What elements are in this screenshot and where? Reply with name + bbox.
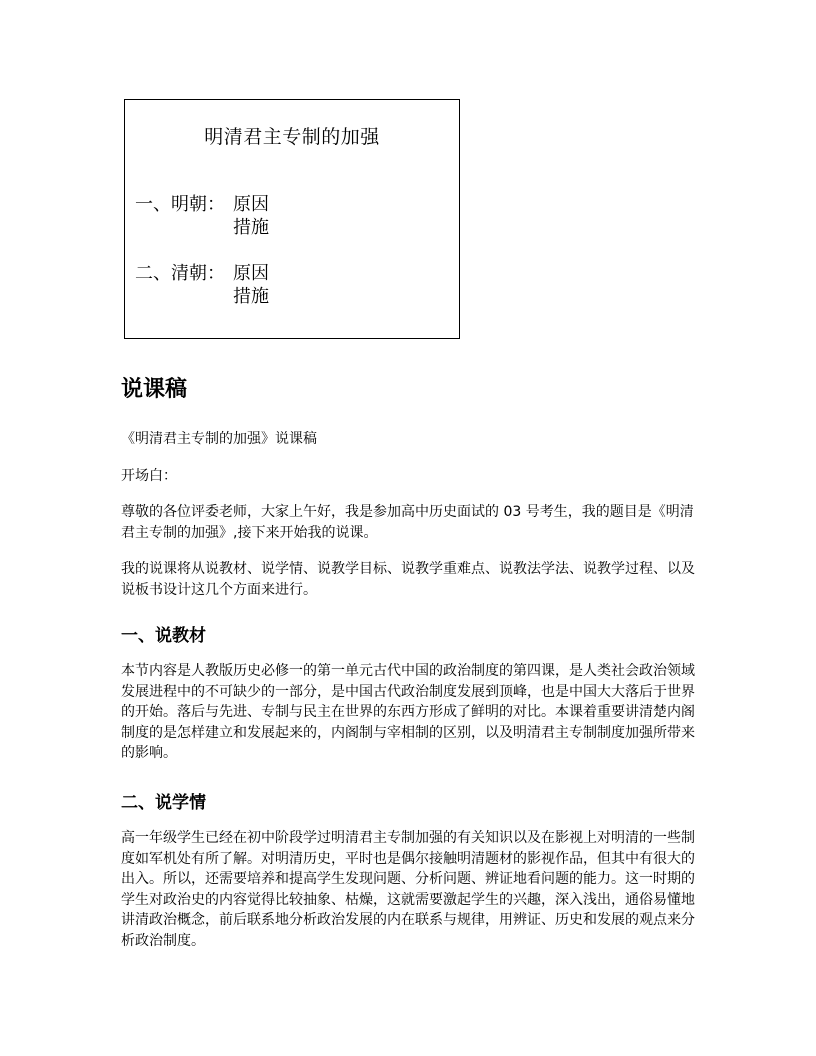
- document-heading: 说课稿: [121, 377, 188, 402]
- board-row-item: 措施: [233, 286, 269, 307]
- board-row-item: 原因: [233, 263, 269, 284]
- greeting-paragraph: 尊敬的各位评委老师，大家上午好，我是参加高中历史面试的 03 号考生，我的题目是《明清君主专制的加强》,接下来开始我的说课。: [121, 504, 694, 541]
- section-text-students: 高一年级学生已经在初中阶段学过明清君主专制加强的有关知识以及在影视上对明清的一些制度如军机处有所了解。对明清历史，平时也是偶尔接触明清题材的影视作品，但其中有很大的出入。所以，还需要培养和提高学生发现问题、分析问题、辨证地看问题的能力。这一时期的学生对政治史的内容觉得比较抽象、枯燥，这就需要激起学生的兴趣，深入浅出，通俗易懂地讲清政治概念，前后联系地分析政治发展的内在联系与规律，用辨证、历史和发展的观点来分析政治制度。: [121, 830, 695, 949]
- board-row-label: 一、明朝：: [135, 194, 225, 215]
- board-title: 明清君主专制的加强: [204, 126, 380, 148]
- board-row-qing: [135, 262, 269, 308]
- section-text-textbook: 本节内容是人教版历史必修一的第一单元古代中国的政治制度的第四课，是人类社会政治领域发展进程中的不可缺少的一部分，是中国古代政治制度发展到顶峰，也是中国大大落后于世界的开始。落后与先进、专制与民主在世界的东西方形成了鲜明的对比。本课着重要讲清楚内阁制度的是怎样建立和发展起来的，内阁制与宰相制的区别，以及明清君主专制制度加强所带来的影响。: [121, 663, 695, 761]
- board-row-item: 原因: [233, 194, 269, 215]
- opening-label: 开场白：: [121, 468, 177, 484]
- outline-paragraph: 我的说课将从说教材、说学情、说教学目标、说教学重难点、说教法学法、说教学过程、以及说板书设计这几个方面来进行。: [121, 561, 695, 598]
- board-row-item: 措施: [233, 217, 269, 238]
- board-row-ming: [135, 193, 269, 239]
- section-title-students: 二、说学情: [121, 793, 206, 813]
- document-subtitle: 《明清君主专制的加强》说课稿: [121, 431, 317, 447]
- section-title-textbook: 一、说教材: [121, 626, 206, 646]
- blackboard-design-box: [124, 99, 460, 339]
- board-row-label: 二、清朝：: [135, 263, 225, 284]
